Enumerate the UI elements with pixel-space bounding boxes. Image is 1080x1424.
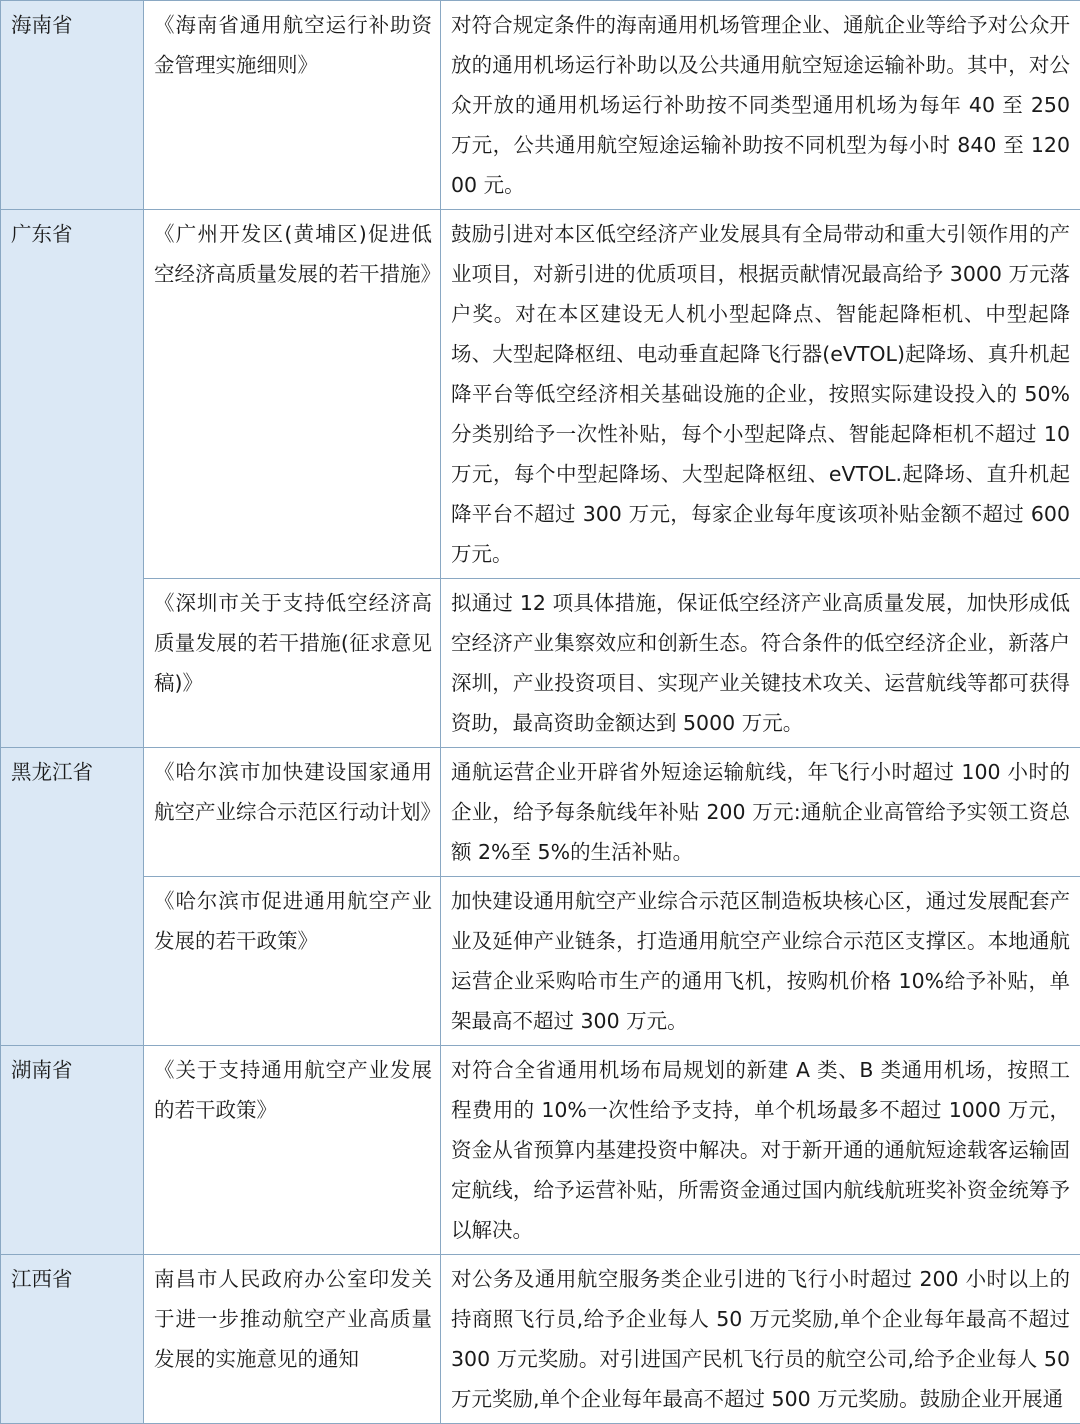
table-row	[1, 579, 1080, 748]
policy-detail-cell: 对符合全省通用机场布局规划的新建 A 类、B 类通用机场，按照工程费用的 10%一次性给予支持，单个机场最多不超过 1000 万元，资金从省预算内基建投资中解决。对于新开通的通航短途载客运输固定航线，给予运营补贴，所需资金通过国内航线航班奖补资金统筹予以解决。	[441, 1046, 1080, 1255]
policy-detail-cell: 拟通过 12 项具体措施，保证低空经济产业高质量发展，加快形成低空经济产业集察效应和创新生态。符合条件的低空经济企业，新落户深圳，产业投资项目、实现产业关键技术攻关、运营航线等都可获得资助，最高资助金额达到 5000 万元。	[441, 579, 1080, 748]
province-cell: 黑龙江省	[1, 748, 144, 1046]
policy-detail-cell: 对符合规定条件的海南通用机场管理企业、通航企业等给予对公众开放的通用机场运行补助以及公共通用航空短途运输补助。其中，对公众开放的通用机场运行补助按不同类型通用机场为每年 40 至 250 万元，公共通用航空短途运输补助按不同机型为每小时 840 至 12000 元。	[441, 1, 1080, 210]
table-row	[1, 1255, 1080, 1424]
policy-detail-cell: 加快建设通用航空产业综合示范区制造板块核心区，通过发展配套产业及延伸产业链条，打造通用航空产业综合示范区支撑区。本地通航运营企业采购哈市生产的通用飞机，按购机价格 10%给予补贴，单架最高不超过 300 万元。	[441, 877, 1080, 1046]
province-cell: 广东省	[1, 210, 144, 748]
policy-name-cell: 《广州开发区(黄埔区)促进低空经济高质量发展的若干措施》	[144, 210, 441, 579]
table-row	[1, 748, 1080, 877]
policy-name-cell: 《哈尔滨市促进通用航空产业发展的若干政策》	[144, 877, 441, 1046]
table-row	[1, 877, 1080, 1046]
table-row	[1, 210, 1080, 579]
policy-name-cell: 《关于支持通用航空产业发展的若干政策》	[144, 1046, 441, 1255]
policy-name-cell: 《海南省通用航空运行补助资金管理实施细则》	[144, 1, 441, 210]
province-cell: 江西省	[1, 1255, 144, 1424]
table-row	[1, 1046, 1080, 1255]
table-row	[1, 1, 1080, 210]
policy-detail-cell: 鼓励引进对本区低空经济产业发展具有全局带动和重大引领作用的产业项目，对新引进的优质项目，根据贡献情况最高给予 3000 万元落户奖。对在本区建设无人机小型起降点、智能起降柜机、中型起降场、大型起降枢纽、电动垂直起降飞行器(eVTOL)起降场、真升机起降平台等低空经济相关基础设施的企业，按照实际建设投入的 50%分类别给予一次性补贴，每个小型起降点、智能起降柜机不超过 10 万元，每个中型起降场、大型起降枢纽、eVTOL.起降场、直升机起降平台不超过 300 万元，每家企业每年度该项补贴金额不超过 600 万元。	[441, 210, 1080, 579]
policy-name-cell: 《深圳市关于支持低空经济高质量发展的若干措施(征求意见稿)》	[144, 579, 441, 748]
province-cell: 海南省	[1, 1, 144, 210]
province-cell: 湖南省	[1, 1046, 144, 1255]
policy-name-cell: 《哈尔滨市加快建设国家通用航空产业综合示范区行动计划》	[144, 748, 441, 877]
policy-name-cell: 南昌市人民政府办公室印发关于进一步推动航空产业高质量发展的实施意见的通知	[144, 1255, 441, 1424]
policy-detail-cell: 通航运营企业开辟省外短途运输航线，年飞行小时超过 100 小时的企业，给予每条航线年补贴 200 万元:通航企业高管给予实领工资总额 2%至 5%的生活补贴。	[441, 748, 1080, 877]
policy-detail-cell: 对公务及通用航空服务类企业引进的飞行小时超过 200 小时以上的持商照飞行员,给予企业每人 50 万元奖励,单个企业每年最高不超过 300 万元奖励。对引进国产民机飞行员的航空公司,给予企业每人 50 万元奖励,单个企业每年最高不超过 500 万元奖励。鼓励企业开展通	[441, 1255, 1080, 1424]
